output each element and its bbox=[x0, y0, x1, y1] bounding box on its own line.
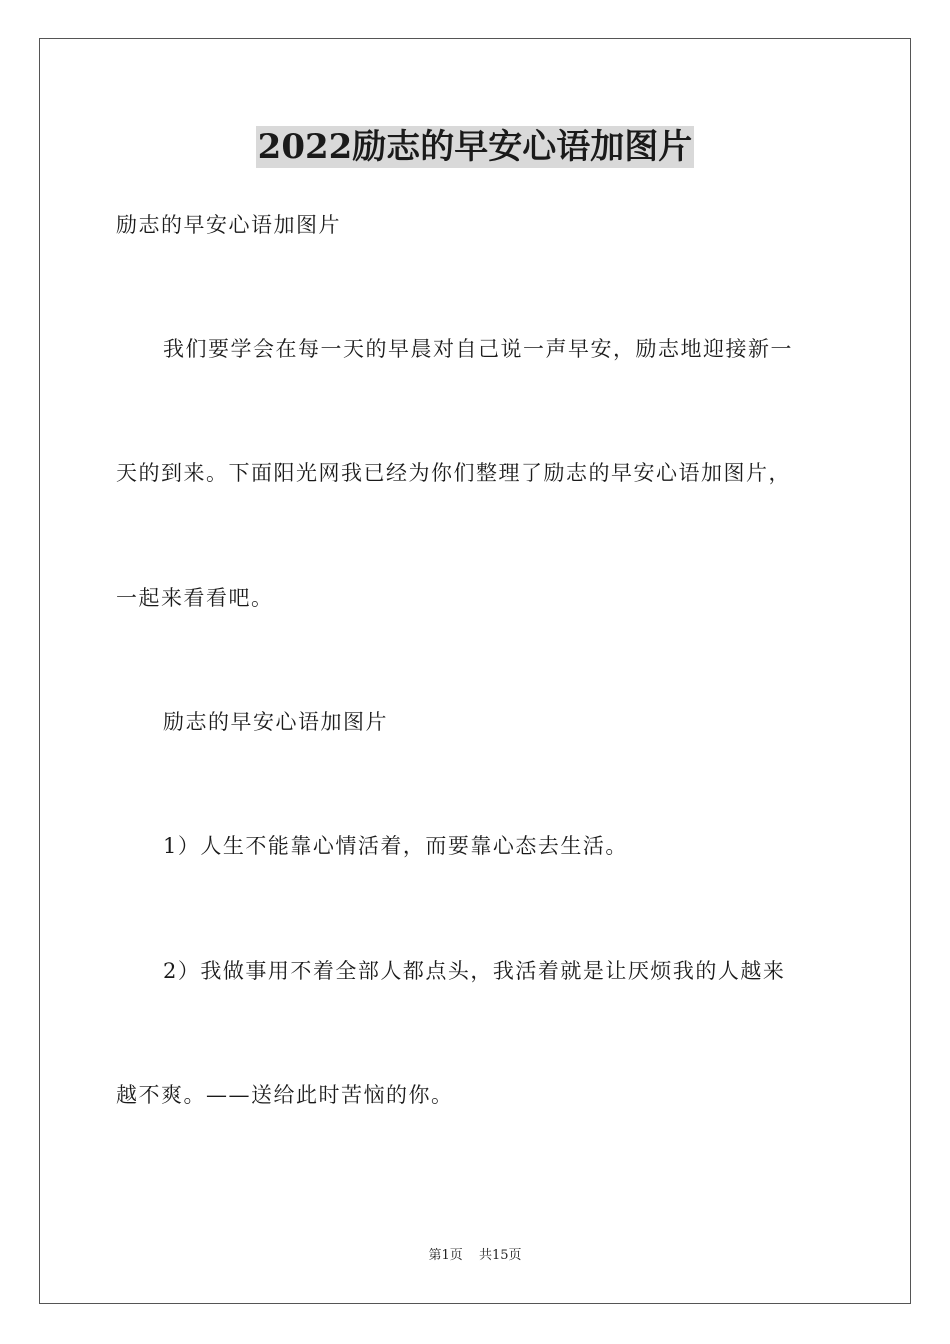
paragraph-1-line-1: 我们要学会在每一天的早晨对自己说一声早安，励志地迎接新一 bbox=[163, 337, 793, 361]
section-heading: 励志的早安心语加图片 bbox=[163, 710, 388, 734]
title-container bbox=[0, 126, 950, 168]
page-number-current: 第1页 bbox=[428, 1248, 463, 1263]
document-title: 2022励志的早安心语加图片 bbox=[257, 127, 693, 167]
list-item-1: 1）人生不能靠心情活着，而要靠心态去生活。 bbox=[163, 834, 628, 858]
paragraph-1-line-3: 一起来看看吧。 bbox=[116, 586, 274, 610]
page-number-total: 共15页 bbox=[478, 1248, 522, 1263]
page-footer bbox=[0, 1247, 950, 1265]
paragraph-1-line-2: 天的到来。下面阳光网我已经为你们整理了励志的早安心语加图片， bbox=[116, 461, 791, 485]
subtitle-line: 励志的早安心语加图片 bbox=[116, 213, 341, 237]
list-item-2-line-1: 2）我做事用不着全部人都点头，我活着就是让厌烦我的人越来 bbox=[163, 959, 786, 983]
list-item-2-line-2: 越不爽。——送给此时苦恼的你。 bbox=[116, 1083, 454, 1107]
